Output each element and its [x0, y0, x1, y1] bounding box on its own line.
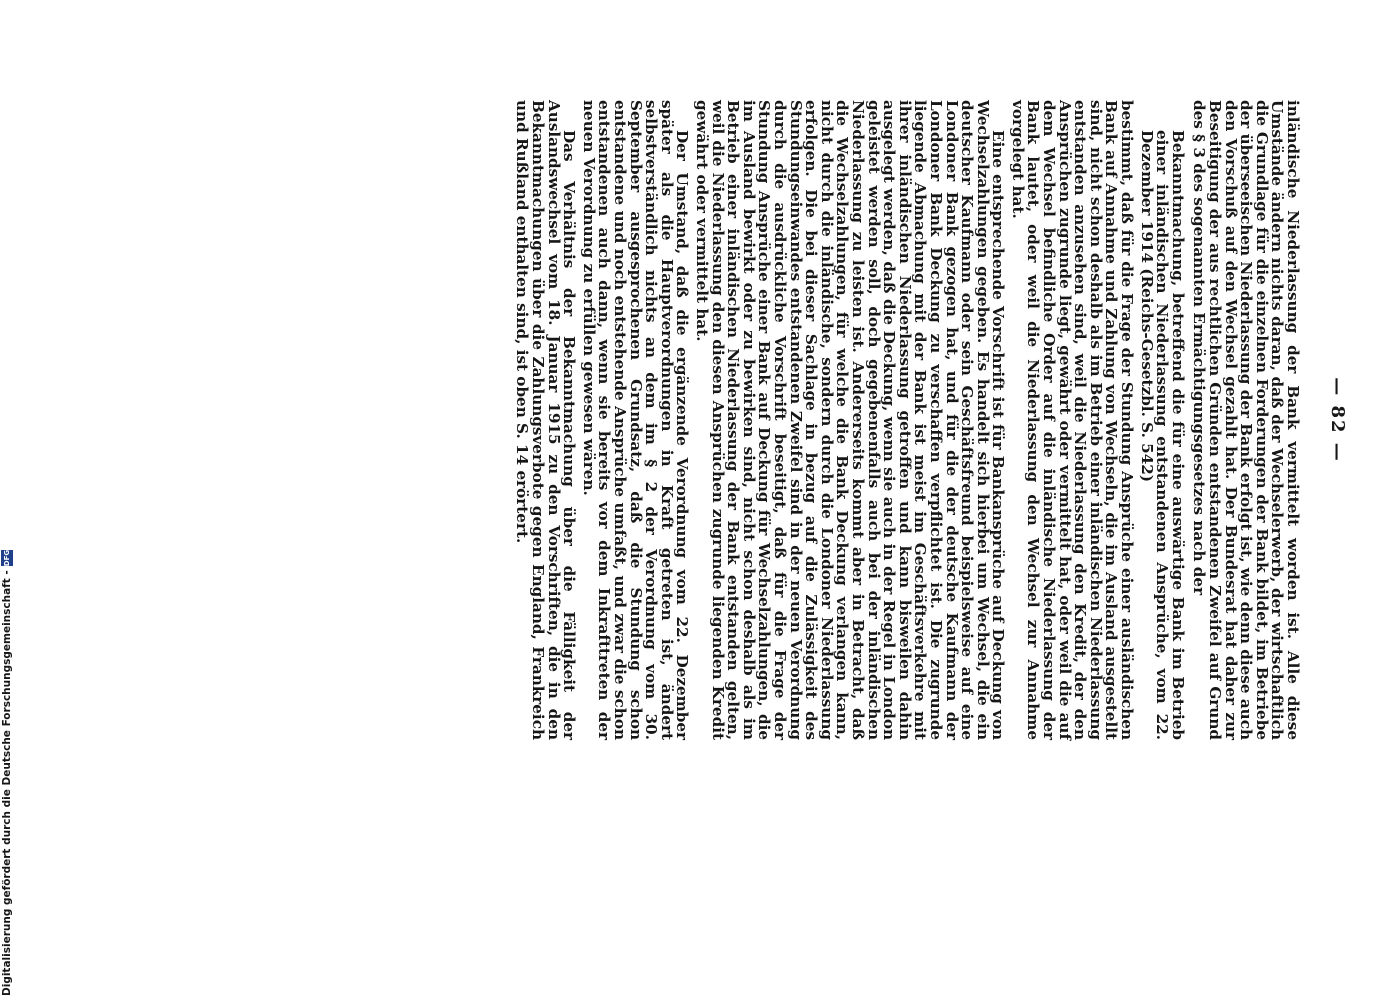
rotated-page [203, 100, 1348, 740]
paragraph: bestimmt, daß für die Frage der Stundung Ansprüche einer ausländischen Bank auf Annahme und Zahlung von Wechseln, die im Ausland ausgestellt sind, nicht schon deshalb als im Betrieb einer inländischen Niederlassung entstanden anzusehen sind, weil die Niederlassung den Kredit, der den Ansprüchen zugrunde liegt, gewährt oder vermittelt hat, oder weil die auf dem Wechsel befindliche Order auf die inländische Niederlassung der Bank lautet, oder weil die Niederlassung den Wechsel zur Annahme vorgelegt hat. [1008, 100, 1137, 740]
page-number: — 82 — [1327, 377, 1348, 463]
credit-text: Digitalisierung gefördert durch die Deutsche Forschungsgemeinschaft - [1, 570, 13, 996]
paragraph: Das Verhältnis der Bekanntmachung über die Fälligkeit der Auslandswechsel vom 18. Januar 1915 zu den Vorschriften, die in den Bekanntmachungen über die Zahlungsverbote gegen England, Frankreich und Rußland enthalten sind, ist oben S. 14 erörtert. [513, 100, 579, 740]
digitization-credit [0, 549, 14, 996]
paragraph: inländische Niederlassung der Bank vermittelt worden ist. Alle diese Umstände ändern nichts daran, daß der Wechselerwerb, der wirtschaftlich die Grundlage für die einzelnen Forderungen der Bank bildet, im Betriebe der überseeischen Niederlassung der Bank erfolgt ist, wie denn diese auch den Vorschuß auf den Wechsel gezahlt hat. Der Bundesrat hat daher zur Beseitigung der aus rechtlichen Gründen entstandenen Zweifel auf Grund des § 3 des sogenannten Ermächtigungsgesetzes nach der [1190, 100, 1302, 740]
heading-paragraph: Bekanntmachung, betreffend die für eine auswärtige Bank im Betrieb einer inländischen Niederlassung entstandenen Ansprüche, vom 22. Dezember 1914 (Reichs-Gesetzbl. S. 542) [1137, 130, 1187, 740]
paragraph: Eine entsprechende Vorschrift ist für Bankansprüche auf Deckung von Wechselzahlungen gegeben. Es handelt sich hierbei um Wechsel, die ein deutscher Kaufmann oder sein Geschäftsfreund beispielsweise auf eine Londoner Bank gezogen hat, und für die der deutsche Kaufmann der Londoner Bank Deckung zu verschaffen verpflichtet ist. Die zugrunde liegende Abmachung mit der Bank ist meist im Geschäftsverkehre mit ihrer inländischen Niederlassung getroffen und kann bisweilen dahin ausgelegt werden, daß die Deckung, wenn sie auch in der Regel in London geleistet werden soll, doch gegebenenfalls auch bei der inländischen Niederlassung zu leisten ist. Andererseits kommt aber in Betracht, daß die Wechselzahlungen, für welche die Bank Deckung verlangen kann, nicht durch die inländische, sondern durch die Londoner Niederlassung erfolgen. Die bei dieser Sachlage in bezug auf die Zulässigkeit des Stundungseinwandes entstandenen Zweifel sind in der neuen Verordnung durch die ausdrückliche Vorschrift beseitigt, daß für die Frage der Stundung Ansprüche einer Bank auf Deckung für Wechselzahlungen, die im Ausland bewirkt oder zu bewirken sind, nicht schon deshalb als im Betrieb einer inländischen Niederlassung der Bank entstanden gelten, weil die Niederlassung den diesen Ansprüchen zugrunde liegenden Kredit gewährt oder vermittelt hat. [693, 100, 1008, 740]
body-text [514, 100, 1300, 740]
dfg-logo: DFG [3, 549, 11, 567]
paragraph: Der Umstand, daß die ergänzende Verordnung vom 22. Dezember später als die Hauptverordnungen in Kraft getreten ist, ändert selbstverständlich nichts an dem im § 2 der Verordnung vom 30. September ausgesprochenen Grundsatz, daß die Stundung schon entstandene und noch entstehende Ansprüche umfaßt, und zwar die schon entstandenen auch dann, wenn sie bereits vor dem Inkrafttreten der neuen Verordnung zu erfüllen gewesen wären. [579, 100, 692, 740]
